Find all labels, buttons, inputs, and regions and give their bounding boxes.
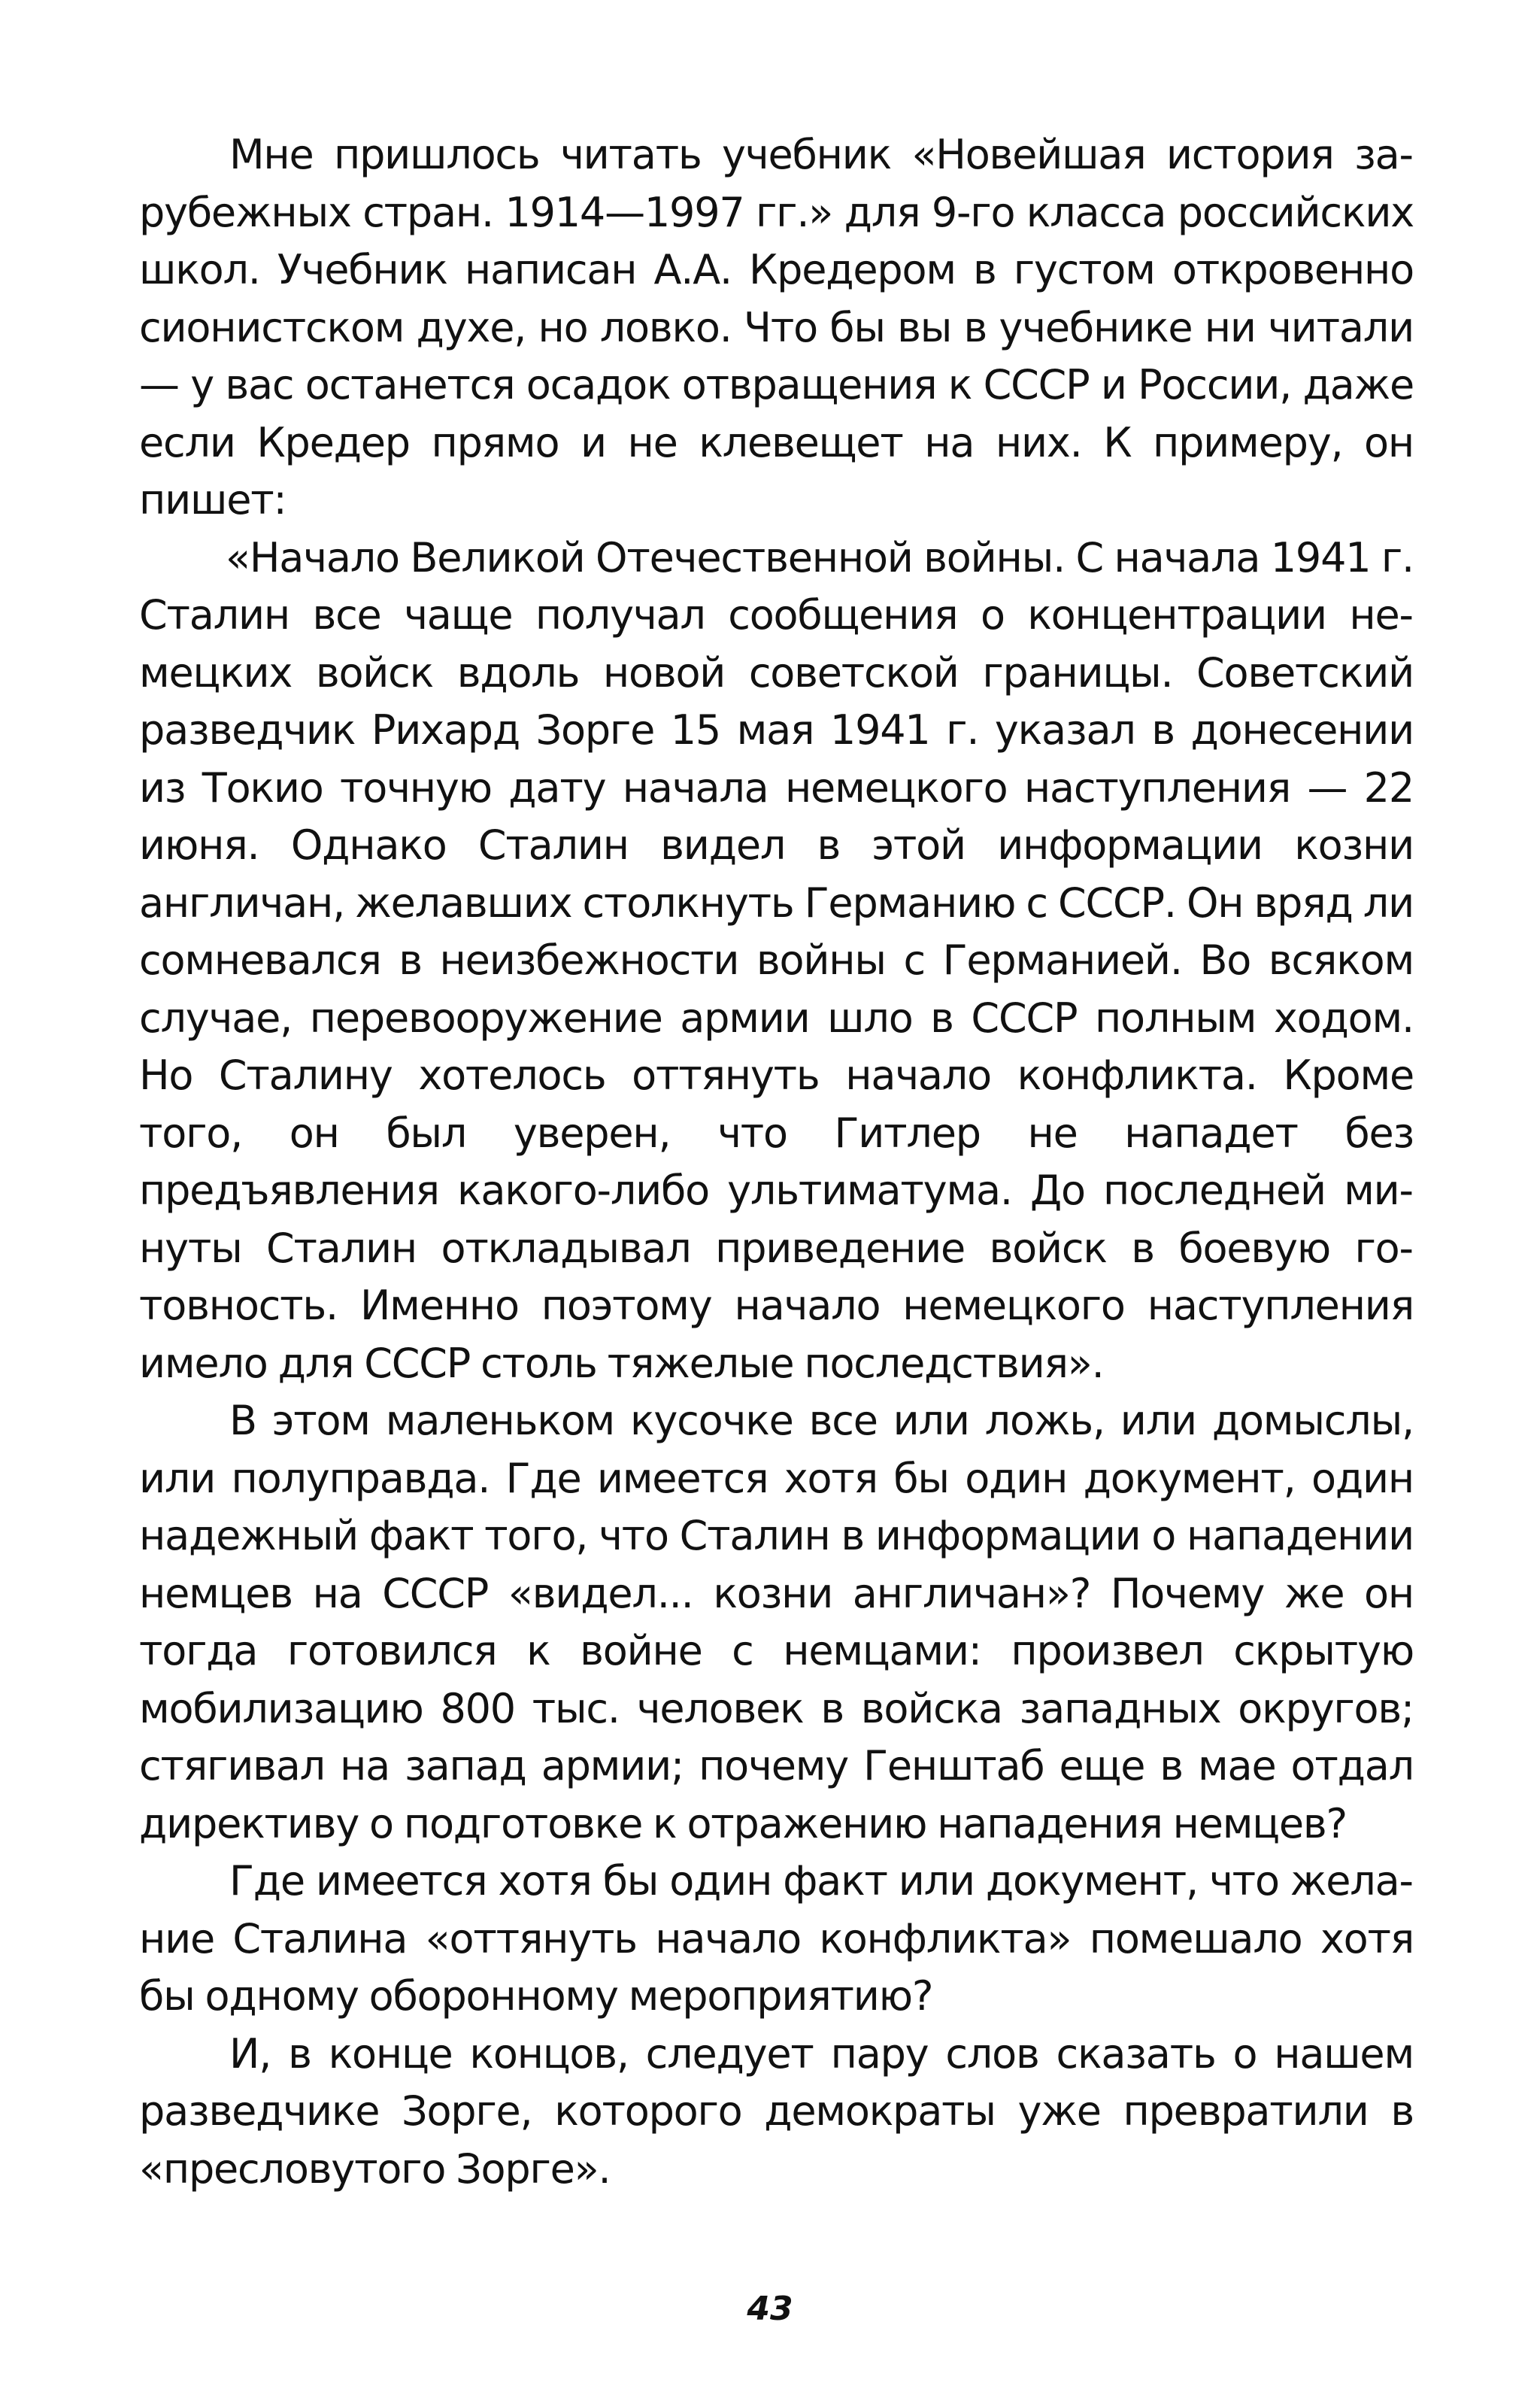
paragraph-zorge: И, в конце концов, следует пару слов сказать о нашем разведчике Зорге, которого демократы уже превратили в «пресловутого Зорге». [139, 2029, 1414, 2193]
paragraph-textbook-quote: «Начало Великой Отечественной войны. С начала 1941 г. Сталин все чаще получал сообщения о концентрации немецких войск вдоль новой советской границы. Советский разведчик Рихард Зорге 15 мая 1941 г. указал в донесении из Токио точную дату начала немецкого наступления — 22 июня. Однако Сталин видел в этой информации козни англичан, желавших столкнуть Германию с СССР. Он вряд ли сомневался в неизбежности войны с Германией. Во всяком случае, перевооружение армии шло в СССР полным ходом. Но Сталину хотелось оттянуть начало конфликта. Кроме того, он был уверен, что Гитлер не нападет без предъявления какого-либо ультиматума. До последней минуты Сталин откладывал приведение войск в боевую готовность. Именно поэтому начало немецкого наступления имело для СССР столь тяжелые последствия». [139, 533, 1414, 1387]
page-number: 43 [747, 2290, 793, 2328]
paragraph-question: Где имеется хотя бы один факт или документ, что желание Сталина «оттянуть начало конфликта» помешало хотя бы одному оборонному мероприятию? [139, 1857, 1414, 2020]
paragraph-critique: В этом маленьком кусочке все или ложь, или домыслы, или полуправда. Где имеется хотя бы один документ, один надежный факт того, что Сталин в информации о нападении немцев на СССР «видел... козни англичан»? Почему же он тогда готовился к войне с немцами: произвел скрытую мобилизацию 800 тыс. человек в войска западных округов; стягивал на запад армии; почему Генштаб еще в мае отдал директиву о подготовке к отражению нападения немцев? [139, 1397, 1414, 1847]
paragraph-textbook-intro: Мне пришлось читать учебник «Новейшая история зарубежных стран. 1914—1997 гг.» для 9-го класса российских школ. Учебник написан А.А. Кредером в густом откровенно сионистском духе, но ловко. Что бы вы в учебнике ни читали — у вас останется осадок отвращения к СССР и России, даже если Кредер прямо и не клевещет на них. К примеру, он пишет: [139, 131, 1414, 524]
page-body [139, 126, 1414, 2198]
